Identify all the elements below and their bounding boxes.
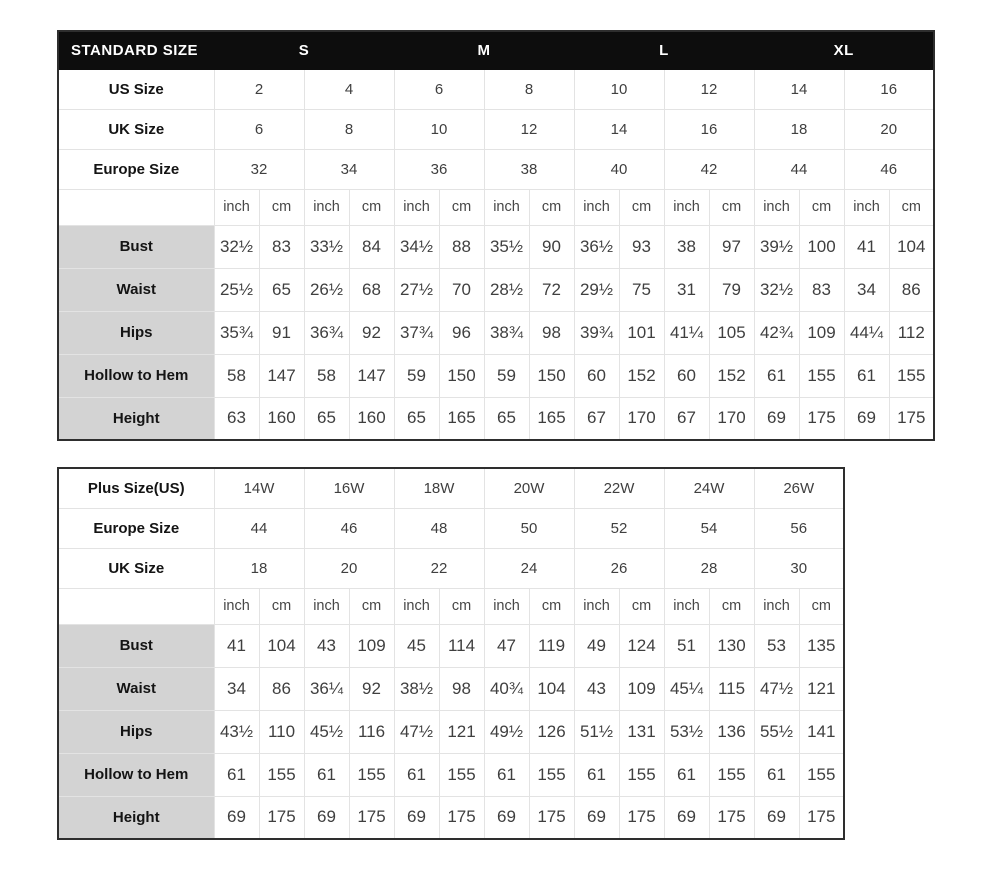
- row-label: Height: [58, 397, 214, 440]
- measure-value-cell: 109: [619, 667, 664, 710]
- measure-value-cell: 61: [214, 753, 259, 796]
- table-title-cell: STANDARD SIZE: [58, 31, 214, 69]
- row-label: Bust: [58, 624, 214, 667]
- blank-corner-cell: [58, 588, 214, 624]
- measure-value-cell: 59: [484, 354, 529, 397]
- unit-cell: inch: [214, 189, 259, 225]
- measure-value-cell: 175: [349, 796, 394, 839]
- size-conversion-row: [58, 109, 934, 149]
- measure-value-cell: 155: [619, 753, 664, 796]
- unit-cell: inch: [844, 189, 889, 225]
- unit-cell: cm: [259, 588, 304, 624]
- measure-value-cell: 69: [214, 796, 259, 839]
- measure-value-cell: 100: [799, 225, 844, 268]
- measurement-row: [58, 624, 844, 667]
- unit-cell: cm: [529, 588, 574, 624]
- measure-value-cell: 124: [619, 624, 664, 667]
- unit-cell: cm: [709, 189, 754, 225]
- measure-value-cell: 60: [664, 354, 709, 397]
- measure-value-cell: 61: [304, 753, 349, 796]
- unit-cell: cm: [619, 588, 664, 624]
- measure-value-cell: 119: [529, 624, 574, 667]
- measure-value-cell: 69: [304, 796, 349, 839]
- measurement-row: [58, 710, 844, 753]
- measure-value-cell: 55½: [754, 710, 799, 753]
- size-value-cell: 30: [754, 548, 844, 588]
- size-value-cell: 48: [394, 508, 484, 548]
- measure-value-cell: 98: [529, 311, 574, 354]
- measure-value-cell: 131: [619, 710, 664, 753]
- measure-value-cell: 41¼: [664, 311, 709, 354]
- size-value-cell: 42: [664, 149, 754, 189]
- measure-value-cell: 104: [259, 624, 304, 667]
- measure-value-cell: 65: [394, 397, 439, 440]
- size-value-cell: 22W: [574, 468, 664, 508]
- measure-value-cell: 160: [259, 397, 304, 440]
- measure-value-cell: 36¾: [304, 311, 349, 354]
- measure-value-cell: 36½: [574, 225, 619, 268]
- size-value-cell: 10: [394, 109, 484, 149]
- plus-size-table: [57, 467, 845, 840]
- measure-value-cell: 42¾: [754, 311, 799, 354]
- size-value-cell: 44: [214, 508, 304, 548]
- size-group-header: L: [574, 31, 754, 69]
- size-value-cell: 20: [304, 548, 394, 588]
- size-value-cell: 6: [394, 69, 484, 109]
- row-label: Height: [58, 796, 214, 839]
- measure-value-cell: 92: [349, 311, 394, 354]
- measure-value-cell: 147: [349, 354, 394, 397]
- measure-value-cell: 41: [214, 624, 259, 667]
- measure-value-cell: 83: [799, 268, 844, 311]
- measure-value-cell: 69: [394, 796, 439, 839]
- size-value-cell: 36: [394, 149, 484, 189]
- unit-row: [58, 588, 844, 624]
- measure-value-cell: 26½: [304, 268, 349, 311]
- measure-value-cell: 38: [664, 225, 709, 268]
- size-value-cell: 38: [484, 149, 574, 189]
- measure-value-cell: 69: [574, 796, 619, 839]
- measure-value-cell: 25½: [214, 268, 259, 311]
- unit-cell: cm: [799, 588, 844, 624]
- measure-value-cell: 63: [214, 397, 259, 440]
- measure-value-cell: 53½: [664, 710, 709, 753]
- measure-value-cell: 65: [259, 268, 304, 311]
- measure-value-cell: 32½: [214, 225, 259, 268]
- size-value-cell: 6: [214, 109, 304, 149]
- size-value-cell: 16: [664, 109, 754, 149]
- measure-value-cell: 116: [349, 710, 394, 753]
- size-value-cell: 12: [484, 109, 574, 149]
- measure-value-cell: 175: [259, 796, 304, 839]
- row-label: Waist: [58, 667, 214, 710]
- measure-value-cell: 45: [394, 624, 439, 667]
- measure-value-cell: 155: [439, 753, 484, 796]
- measure-value-cell: 84: [349, 225, 394, 268]
- size-conversion-row: [58, 548, 844, 588]
- unit-cell: inch: [394, 588, 439, 624]
- measure-value-cell: 98: [439, 667, 484, 710]
- size-value-cell: 14: [574, 109, 664, 149]
- size-value-cell: 18W: [394, 468, 484, 508]
- measure-value-cell: 112: [889, 311, 934, 354]
- size-conversion-row: [58, 508, 844, 548]
- measure-value-cell: 150: [529, 354, 574, 397]
- measure-value-cell: 126: [529, 710, 574, 753]
- row-label: Hips: [58, 311, 214, 354]
- size-conversion-row: [58, 149, 934, 189]
- size-value-cell: 26: [574, 548, 664, 588]
- measure-value-cell: 58: [214, 354, 259, 397]
- unit-cell: inch: [754, 588, 799, 624]
- unit-cell: cm: [439, 189, 484, 225]
- row-label: Plus Size(US): [58, 468, 214, 508]
- measure-value-cell: 61: [844, 354, 889, 397]
- row-label: US Size: [58, 69, 214, 109]
- measure-value-cell: 69: [484, 796, 529, 839]
- measure-value-cell: 61: [574, 753, 619, 796]
- blank-corner-cell: [58, 189, 214, 225]
- measure-value-cell: 43½: [214, 710, 259, 753]
- size-value-cell: 46: [304, 508, 394, 548]
- unit-cell: cm: [889, 189, 934, 225]
- unit-cell: inch: [304, 189, 349, 225]
- measure-value-cell: 28½: [484, 268, 529, 311]
- unit-cell: cm: [349, 588, 394, 624]
- table-header-row: [58, 31, 934, 69]
- measure-value-cell: 72: [529, 268, 574, 311]
- measure-value-cell: 60: [574, 354, 619, 397]
- size-value-cell: 2: [214, 69, 304, 109]
- measure-value-cell: 86: [889, 268, 934, 311]
- unit-cell: cm: [529, 189, 574, 225]
- measure-value-cell: 32½: [754, 268, 799, 311]
- row-label: UK Size: [58, 548, 214, 588]
- measure-value-cell: 69: [754, 796, 799, 839]
- measure-value-cell: 104: [889, 225, 934, 268]
- measure-value-cell: 86: [259, 667, 304, 710]
- measure-value-cell: 59: [394, 354, 439, 397]
- size-value-cell: 28: [664, 548, 754, 588]
- measure-value-cell: 51: [664, 624, 709, 667]
- measure-value-cell: 175: [529, 796, 574, 839]
- size-value-cell: 24W: [664, 468, 754, 508]
- measure-value-cell: 97: [709, 225, 754, 268]
- size-value-cell: 54: [664, 508, 754, 548]
- measure-value-cell: 160: [349, 397, 394, 440]
- measure-value-cell: 175: [619, 796, 664, 839]
- size-value-cell: 14W: [214, 468, 304, 508]
- size-group-header: S: [214, 31, 394, 69]
- measure-value-cell: 69: [844, 397, 889, 440]
- measure-value-cell: 165: [529, 397, 574, 440]
- measure-value-cell: 47½: [754, 667, 799, 710]
- measure-value-cell: 67: [574, 397, 619, 440]
- measure-value-cell: 38¾: [484, 311, 529, 354]
- measure-value-cell: 175: [889, 397, 934, 440]
- unit-cell: inch: [574, 189, 619, 225]
- measure-value-cell: 135: [799, 624, 844, 667]
- measure-value-cell: 31: [664, 268, 709, 311]
- measure-value-cell: 35½: [484, 225, 529, 268]
- measurement-row: [58, 268, 934, 311]
- measure-value-cell: 93: [619, 225, 664, 268]
- size-value-cell: 46: [844, 149, 934, 189]
- measure-value-cell: 155: [529, 753, 574, 796]
- size-value-cell: 20: [844, 109, 934, 149]
- measure-value-cell: 175: [799, 397, 844, 440]
- row-label: Europe Size: [58, 149, 214, 189]
- row-label: Bust: [58, 225, 214, 268]
- measure-value-cell: 65: [484, 397, 529, 440]
- measure-value-cell: 90: [529, 225, 574, 268]
- measure-value-cell: 105: [709, 311, 754, 354]
- unit-cell: cm: [799, 189, 844, 225]
- measure-value-cell: 67: [664, 397, 709, 440]
- measure-value-cell: 175: [439, 796, 484, 839]
- unit-cell: inch: [214, 588, 259, 624]
- unit-cell: cm: [619, 189, 664, 225]
- measure-value-cell: 44¼: [844, 311, 889, 354]
- size-value-cell: 14: [754, 69, 844, 109]
- size-value-cell: 16W: [304, 468, 394, 508]
- measurement-row: [58, 753, 844, 796]
- measure-value-cell: 155: [889, 354, 934, 397]
- measure-value-cell: 91: [259, 311, 304, 354]
- unit-cell: inch: [574, 588, 619, 624]
- measure-value-cell: 110: [259, 710, 304, 753]
- measure-value-cell: 29½: [574, 268, 619, 311]
- measure-value-cell: 79: [709, 268, 754, 311]
- measure-value-cell: 36¼: [304, 667, 349, 710]
- row-label: Hollow to Hem: [58, 354, 214, 397]
- size-value-cell: 34: [304, 149, 394, 189]
- unit-cell: inch: [754, 189, 799, 225]
- measure-value-cell: 150: [439, 354, 484, 397]
- measure-value-cell: 152: [709, 354, 754, 397]
- measurement-row: [58, 397, 934, 440]
- size-value-cell: 10: [574, 69, 664, 109]
- measure-value-cell: 130: [709, 624, 754, 667]
- measure-value-cell: 104: [529, 667, 574, 710]
- unit-row: [58, 189, 934, 225]
- measure-value-cell: 51½: [574, 710, 619, 753]
- size-value-cell: 26W: [754, 468, 844, 508]
- measure-value-cell: 165: [439, 397, 484, 440]
- measure-value-cell: 121: [439, 710, 484, 753]
- size-group-header: M: [394, 31, 574, 69]
- measure-value-cell: 75: [619, 268, 664, 311]
- measure-value-cell: 45¼: [664, 667, 709, 710]
- size-value-cell: 16: [844, 69, 934, 109]
- measurement-row: [58, 354, 934, 397]
- measure-value-cell: 38½: [394, 667, 439, 710]
- size-group-header: XL: [754, 31, 934, 69]
- unit-cell: inch: [394, 189, 439, 225]
- measure-value-cell: 49½: [484, 710, 529, 753]
- measure-value-cell: 47: [484, 624, 529, 667]
- row-label: Hollow to Hem: [58, 753, 214, 796]
- measure-value-cell: 175: [799, 796, 844, 839]
- measure-value-cell: 34: [844, 268, 889, 311]
- measure-value-cell: 155: [259, 753, 304, 796]
- measure-value-cell: 43: [574, 667, 619, 710]
- measure-value-cell: 109: [349, 624, 394, 667]
- measure-value-cell: 61: [484, 753, 529, 796]
- measure-value-cell: 136: [709, 710, 754, 753]
- measure-value-cell: 96: [439, 311, 484, 354]
- measure-value-cell: 92: [349, 667, 394, 710]
- measure-value-cell: 40¾: [484, 667, 529, 710]
- measure-value-cell: 155: [799, 753, 844, 796]
- measure-value-cell: 121: [799, 667, 844, 710]
- measure-value-cell: 101: [619, 311, 664, 354]
- measure-value-cell: 61: [754, 354, 799, 397]
- measure-value-cell: 49: [574, 624, 619, 667]
- size-value-cell: 20W: [484, 468, 574, 508]
- unit-cell: inch: [664, 189, 709, 225]
- measure-value-cell: 155: [709, 753, 754, 796]
- measure-value-cell: 27½: [394, 268, 439, 311]
- measure-value-cell: 170: [709, 397, 754, 440]
- measure-value-cell: 70: [439, 268, 484, 311]
- unit-cell: inch: [484, 189, 529, 225]
- measure-value-cell: 41: [844, 225, 889, 268]
- measure-value-cell: 39½: [754, 225, 799, 268]
- row-label: Waist: [58, 268, 214, 311]
- size-value-cell: 8: [304, 109, 394, 149]
- measure-value-cell: 170: [619, 397, 664, 440]
- size-value-cell: 50: [484, 508, 574, 548]
- row-label: Hips: [58, 710, 214, 753]
- row-label: UK Size: [58, 109, 214, 149]
- measure-value-cell: 53: [754, 624, 799, 667]
- measure-value-cell: 34: [214, 667, 259, 710]
- unit-cell: cm: [709, 588, 754, 624]
- measure-value-cell: 58: [304, 354, 349, 397]
- unit-cell: inch: [664, 588, 709, 624]
- size-conversion-row: [58, 69, 934, 109]
- size-conversion-row: [58, 468, 844, 508]
- measure-value-cell: 33½: [304, 225, 349, 268]
- measure-value-cell: 155: [349, 753, 394, 796]
- measure-value-cell: 141: [799, 710, 844, 753]
- measure-value-cell: 34½: [394, 225, 439, 268]
- measure-value-cell: 147: [259, 354, 304, 397]
- measure-value-cell: 109: [799, 311, 844, 354]
- size-value-cell: 12: [664, 69, 754, 109]
- unit-cell: inch: [484, 588, 529, 624]
- size-value-cell: 4: [304, 69, 394, 109]
- measure-value-cell: 114: [439, 624, 484, 667]
- measure-value-cell: 61: [394, 753, 439, 796]
- measure-value-cell: 61: [664, 753, 709, 796]
- unit-cell: cm: [439, 588, 484, 624]
- measure-value-cell: 69: [664, 796, 709, 839]
- measurement-row: [58, 796, 844, 839]
- size-value-cell: 18: [214, 548, 304, 588]
- size-value-cell: 44: [754, 149, 844, 189]
- measure-value-cell: 88: [439, 225, 484, 268]
- size-value-cell: 32: [214, 149, 304, 189]
- row-label: Europe Size: [58, 508, 214, 548]
- unit-cell: cm: [349, 189, 394, 225]
- measure-value-cell: 43: [304, 624, 349, 667]
- measure-value-cell: 115: [709, 667, 754, 710]
- size-value-cell: 40: [574, 149, 664, 189]
- measurement-row: [58, 667, 844, 710]
- measure-value-cell: 152: [619, 354, 664, 397]
- measurement-row: [58, 311, 934, 354]
- size-value-cell: 52: [574, 508, 664, 548]
- measure-value-cell: 83: [259, 225, 304, 268]
- measure-value-cell: 39¾: [574, 311, 619, 354]
- measure-value-cell: 37¾: [394, 311, 439, 354]
- measure-value-cell: 175: [709, 796, 754, 839]
- measure-value-cell: 47½: [394, 710, 439, 753]
- standard-size-table: [57, 30, 935, 441]
- size-value-cell: 8: [484, 69, 574, 109]
- measure-value-cell: 155: [799, 354, 844, 397]
- measure-value-cell: 61: [754, 753, 799, 796]
- size-value-cell: 24: [484, 548, 574, 588]
- size-value-cell: 18: [754, 109, 844, 149]
- measure-value-cell: 35¾: [214, 311, 259, 354]
- measure-value-cell: 65: [304, 397, 349, 440]
- size-value-cell: 56: [754, 508, 844, 548]
- unit-cell: cm: [259, 189, 304, 225]
- measurement-row: [58, 225, 934, 268]
- measure-value-cell: 45½: [304, 710, 349, 753]
- size-value-cell: 22: [394, 548, 484, 588]
- unit-cell: inch: [304, 588, 349, 624]
- measure-value-cell: 68: [349, 268, 394, 311]
- measure-value-cell: 69: [754, 397, 799, 440]
